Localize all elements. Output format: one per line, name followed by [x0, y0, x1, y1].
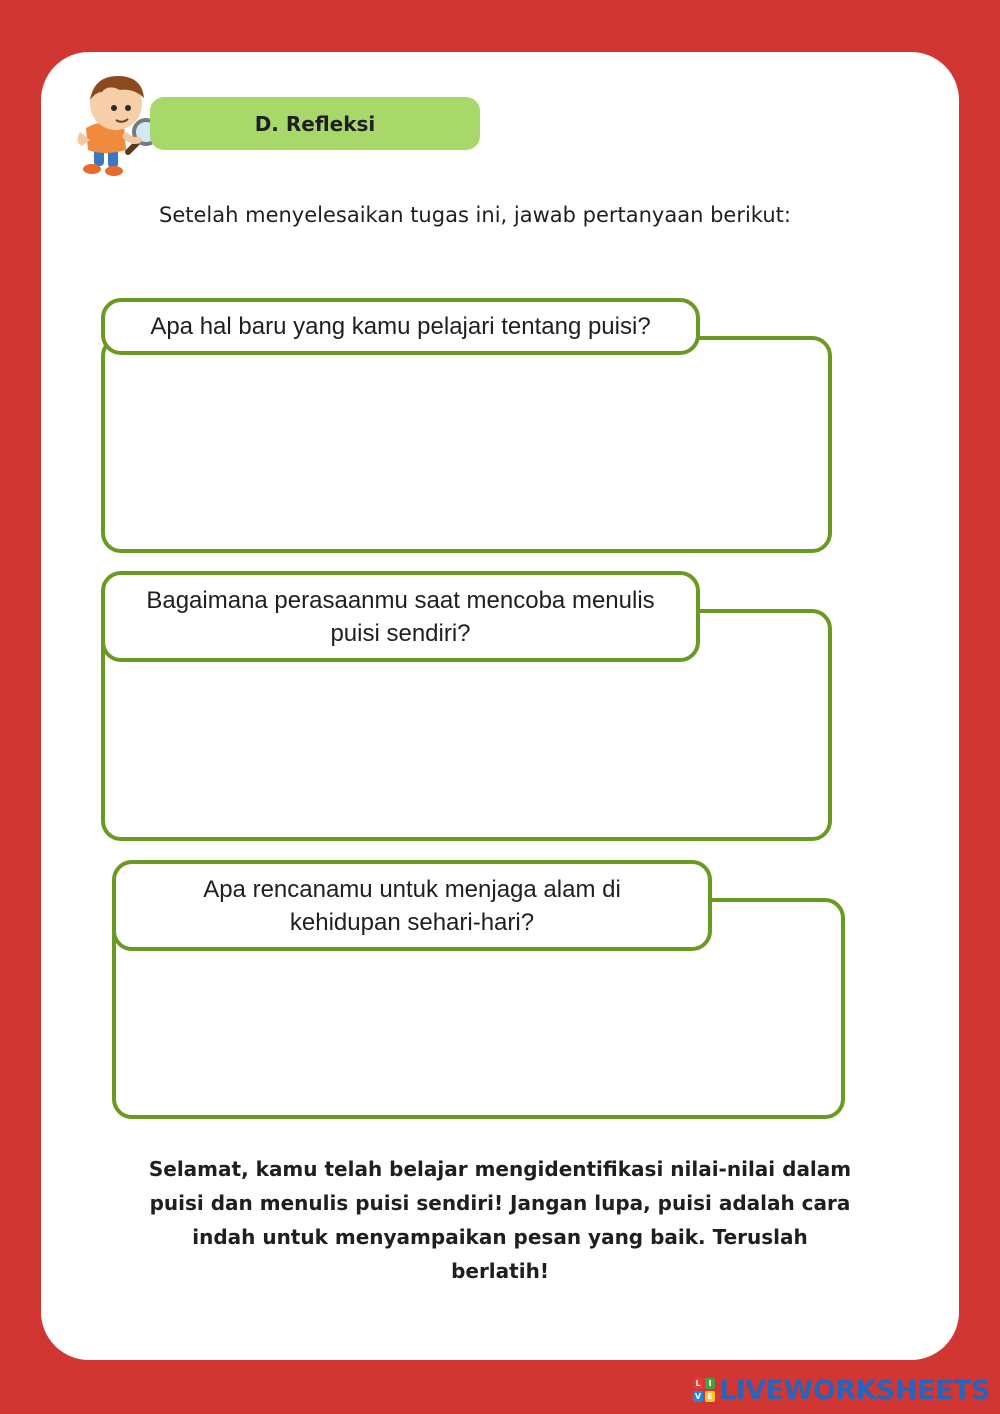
answer-box-1[interactable]: [101, 336, 832, 553]
brand-name: LIVEWORKSHEETS: [719, 1374, 990, 1406]
logo-letter-l: L: [693, 1378, 703, 1389]
logo-letter-v: V: [694, 1392, 702, 1401]
question-3-label: Apa rencanamu untuk menjaga alam di kehidupan sehari-hari?: [112, 860, 712, 951]
liveworksheets-brand: [693, 1373, 990, 1407]
liveworksheets-logo-icon: [693, 1378, 715, 1402]
question-2-label: Bagaimana perasaanmu saat mencoba menulis puisi sendiri?: [101, 571, 700, 662]
logo-letter-i: I: [705, 1378, 715, 1389]
section-title: D. Refleksi: [150, 97, 480, 150]
intro-instruction: Setelah menyelesaikan tugas ini, jawab pertanyaan berikut:: [159, 203, 791, 227]
closing-message: Selamat, kamu telah belajar mengidentifikasi nilai-nilai dalam puisi dan menulis puisi sendiri! Jangan lupa, puisi adalah cara indah untuk menyampaikan pesan yang baik. Teruslah berlatih!: [148, 1157, 852, 1283]
question-1-label: Apa hal baru yang kamu pelajari tentang puisi?: [101, 298, 700, 355]
logo-letter-e: E: [705, 1391, 715, 1402]
